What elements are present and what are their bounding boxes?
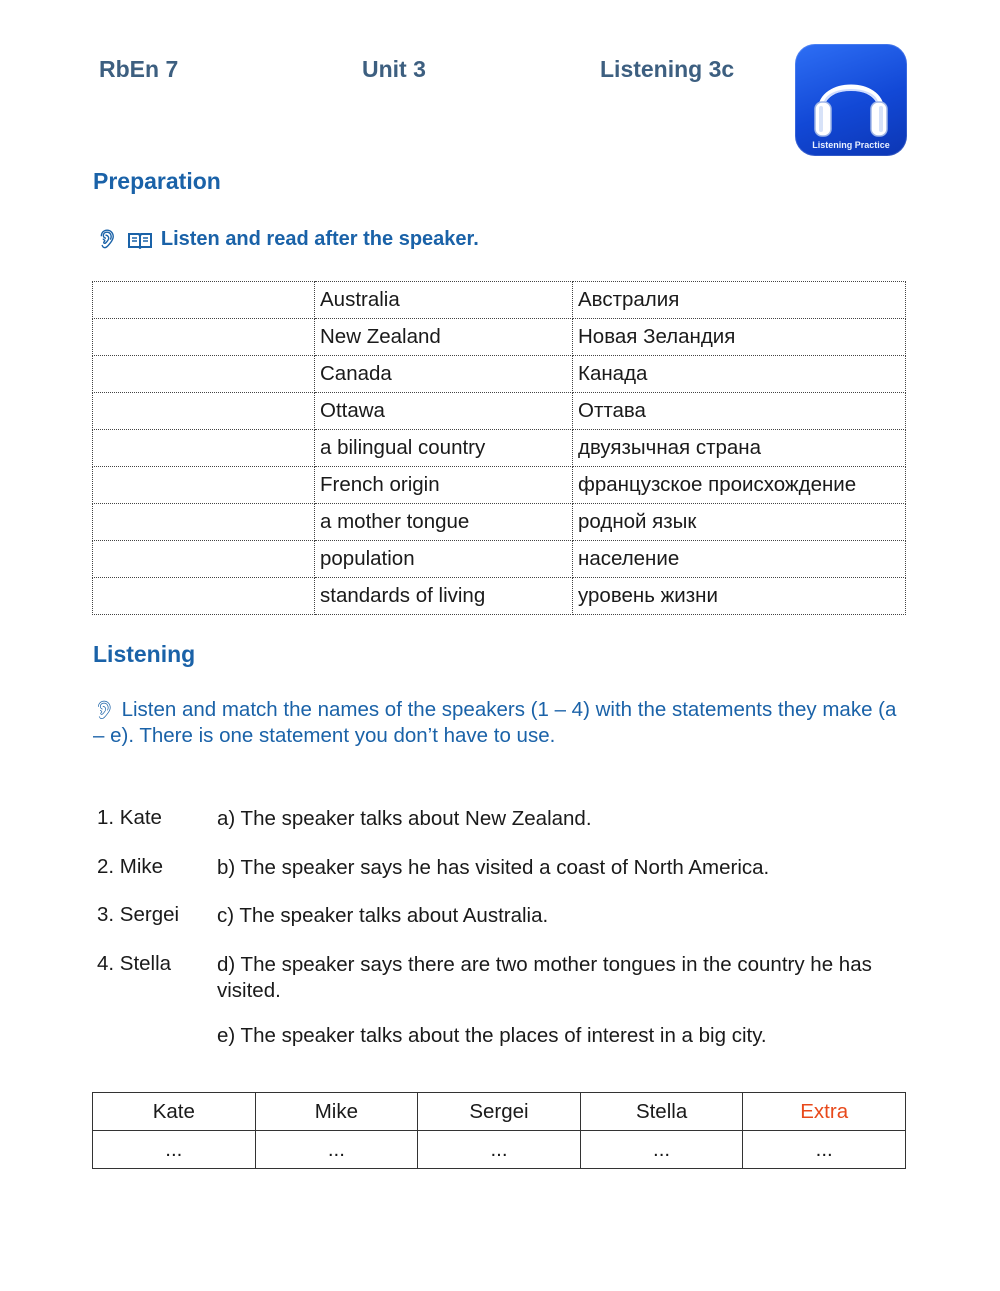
- ear-icon: 👂︎: [93, 700, 116, 720]
- vocab-ru: Оттава: [573, 393, 906, 430]
- audio-cell[interactable]: [93, 578, 315, 615]
- table-row: [93, 319, 906, 356]
- answer-header: Sergei: [418, 1093, 581, 1131]
- table-row: [93, 393, 906, 430]
- statement-item: b) The speaker says he has visited a coast of North America.: [217, 856, 770, 879]
- preparation-instruction: [96, 228, 479, 251]
- statement-item: e) The speaker talks about the places of interest in a big city.: [217, 1024, 767, 1047]
- vocab-en: standards of living: [315, 578, 573, 615]
- speaker-item: 2. Mike: [97, 855, 164, 878]
- instruction-text: Listen and match the names of the speakers (1 – 4) with the statements they make (a – e). There is one statement you don’t have to use.: [93, 698, 897, 747]
- audio-cell[interactable]: [93, 430, 315, 467]
- lesson-title: Listening 3c: [600, 56, 735, 82]
- vocab-en: a mother tongue: [315, 504, 573, 541]
- vocab-ru: уровень жизни: [573, 578, 906, 615]
- listening-title: Listening: [93, 641, 196, 667]
- headphones-app-icon: [795, 44, 907, 156]
- vocab-en: Australia: [315, 282, 573, 319]
- table-row: [93, 467, 906, 504]
- table-row: [93, 541, 906, 578]
- vocab-en: a bilingual country: [315, 430, 573, 467]
- table-row: [93, 282, 906, 319]
- ear-icon: 👂︎: [96, 229, 119, 249]
- course-title: RbEn 7: [99, 56, 179, 82]
- table-row: [93, 578, 906, 615]
- vocab-ru: двуязычная страна: [573, 430, 906, 467]
- answer-dropdown-mike[interactable]: ...: [255, 1131, 418, 1169]
- vocab-en: Ottawa: [315, 393, 573, 430]
- vocab-ru: Новая Зеландия: [573, 319, 906, 356]
- audio-cell[interactable]: [93, 282, 315, 319]
- vocabulary-table: [92, 281, 906, 615]
- unit-title: Unit 3: [362, 56, 426, 82]
- instruction-text: Listen and read after the speaker.: [160, 228, 479, 250]
- answer-dropdown-extra[interactable]: ...: [743, 1131, 906, 1169]
- vocab-ru: Австралия: [573, 282, 906, 319]
- vocab-en: Canada: [315, 356, 573, 393]
- vocab-en: population: [315, 541, 573, 578]
- preparation-title: Preparation: [93, 168, 221, 194]
- answer-table: [92, 1092, 906, 1169]
- answer-dropdown-kate[interactable]: ...: [93, 1131, 256, 1169]
- answer-header: Kate: [93, 1093, 256, 1131]
- audio-cell[interactable]: [93, 393, 315, 430]
- audio-cell[interactable]: [93, 467, 315, 504]
- speaker-item: 4. Stella: [97, 952, 172, 975]
- speaker-item: 1. Kate: [97, 806, 162, 829]
- vocab-ru: Канада: [573, 356, 906, 393]
- statement-item: d) The speaker says there are two mother tongues in the country he has visited.: [217, 953, 872, 1002]
- listening-instruction: [93, 697, 903, 749]
- answer-dropdown-sergei[interactable]: ...: [418, 1131, 581, 1169]
- speaker-item: 3. Sergei: [97, 903, 180, 926]
- table-row: [93, 504, 906, 541]
- answer-header: Stella: [580, 1093, 743, 1131]
- vocab-en: French origin: [315, 467, 573, 504]
- app-caption: Listening Practice: [812, 140, 890, 150]
- answer-dropdown-stella[interactable]: ...: [580, 1131, 743, 1169]
- answer-input-row: [93, 1131, 906, 1169]
- audio-cell[interactable]: [93, 319, 315, 356]
- answer-header-extra: Extra: [743, 1093, 906, 1131]
- table-row: [93, 430, 906, 467]
- book-icon: [127, 231, 153, 249]
- audio-cell[interactable]: [93, 541, 315, 578]
- statement-item: c) The speaker talks about Australia.: [217, 904, 549, 927]
- audio-cell[interactable]: [93, 356, 315, 393]
- answer-header: Mike: [255, 1093, 418, 1131]
- statement-item: a) The speaker talks about New Zealand.: [217, 807, 592, 830]
- vocab-ru: население: [573, 541, 906, 578]
- answer-header-row: [93, 1093, 906, 1131]
- audio-cell[interactable]: [93, 504, 315, 541]
- vocab-ru: родной язык: [573, 504, 906, 541]
- table-row: [93, 356, 906, 393]
- vocab-ru: французское происхождение: [573, 467, 906, 504]
- vocab-en: New Zealand: [315, 319, 573, 356]
